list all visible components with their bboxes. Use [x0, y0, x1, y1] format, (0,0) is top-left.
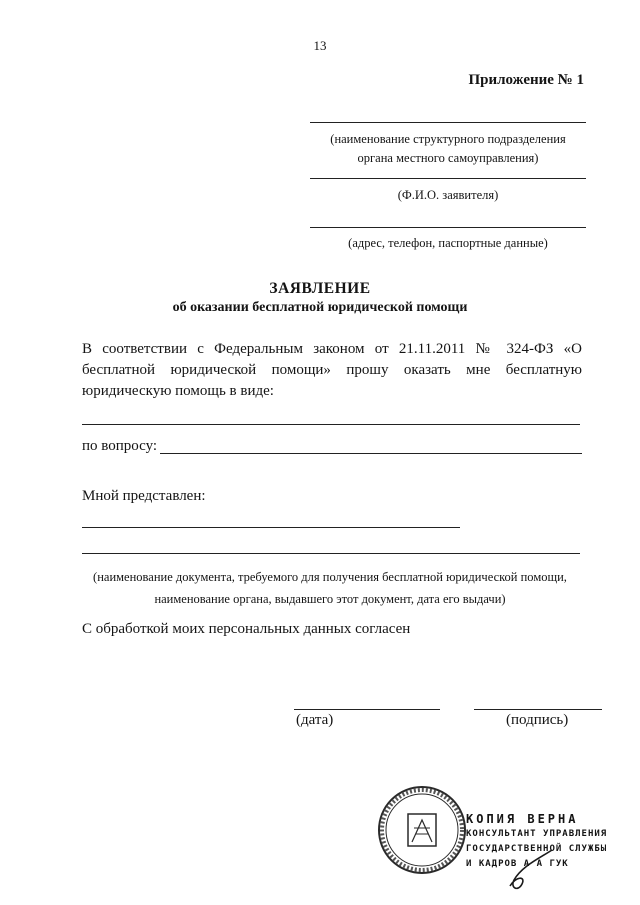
submitted-label: Мной представлен: [82, 488, 206, 504]
handwritten-signature-icon [500, 846, 560, 896]
stamp-line-4: И КАДРОВ А А ГУК [466, 859, 569, 869]
department-line [310, 122, 586, 123]
document-caption-line-1: (наименование документа, требуемого для получения бесплатной юридической помощи, [93, 570, 567, 584]
signature-label: (подпись) [506, 712, 569, 728]
round-seal-icon [376, 784, 468, 876]
document-caption-line-2: наименование органа, выдавшего этот документ, дата его выдачи) [154, 592, 506, 606]
department-caption-line-2: органа местного самоуправления) [357, 151, 539, 165]
address-caption: (адрес, телефон, паспортные данные) [348, 236, 548, 250]
applicant-name-line [310, 178, 586, 179]
document-subtitle: об оказании бесплатной юридической помощи [172, 300, 468, 315]
document-caption [60, 566, 600, 610]
date-line [294, 709, 440, 710]
consent-text: С обработкой моих персональных данных согласен [82, 621, 411, 637]
question-line [160, 453, 582, 454]
stamp-line-1: КОПИЯ ВЕРНА [466, 812, 579, 826]
applicant-name-caption: (Ф.И.О. заявителя) [397, 188, 499, 202]
intro-paragraph [82, 339, 582, 402]
document-title: ЗАЯВЛЕНИЕ [269, 280, 371, 297]
intro-text: В соответствии с Федеральным законом от 21.11.2011 № 324-ФЗ «О бесплатной юридической помощи» прошу оказать мне бесплатную юридическую помощь в виде: [82, 341, 582, 399]
date-label: (дата) [296, 712, 334, 728]
address-line [310, 227, 586, 228]
help-type-line [82, 424, 580, 425]
appendix-label: Приложение № 1 [468, 72, 584, 88]
stamp-line-2: КОНСУЛЬТАНТ УПРАВЛЕНИЯ [466, 829, 608, 839]
department-caption [300, 130, 596, 168]
submitted-doc-line-2 [82, 553, 580, 554]
stamp-line-3: ГОСУДАРСТВЕННОЙ СЛУЖБЫ [466, 844, 608, 854]
department-caption-line-1: (наименование структурного подразделения [330, 132, 566, 146]
submitted-doc-line-1 [82, 527, 460, 528]
page-number: 13 [313, 38, 327, 53]
question-label: по вопросу: [82, 438, 158, 454]
signature-line [474, 709, 602, 710]
